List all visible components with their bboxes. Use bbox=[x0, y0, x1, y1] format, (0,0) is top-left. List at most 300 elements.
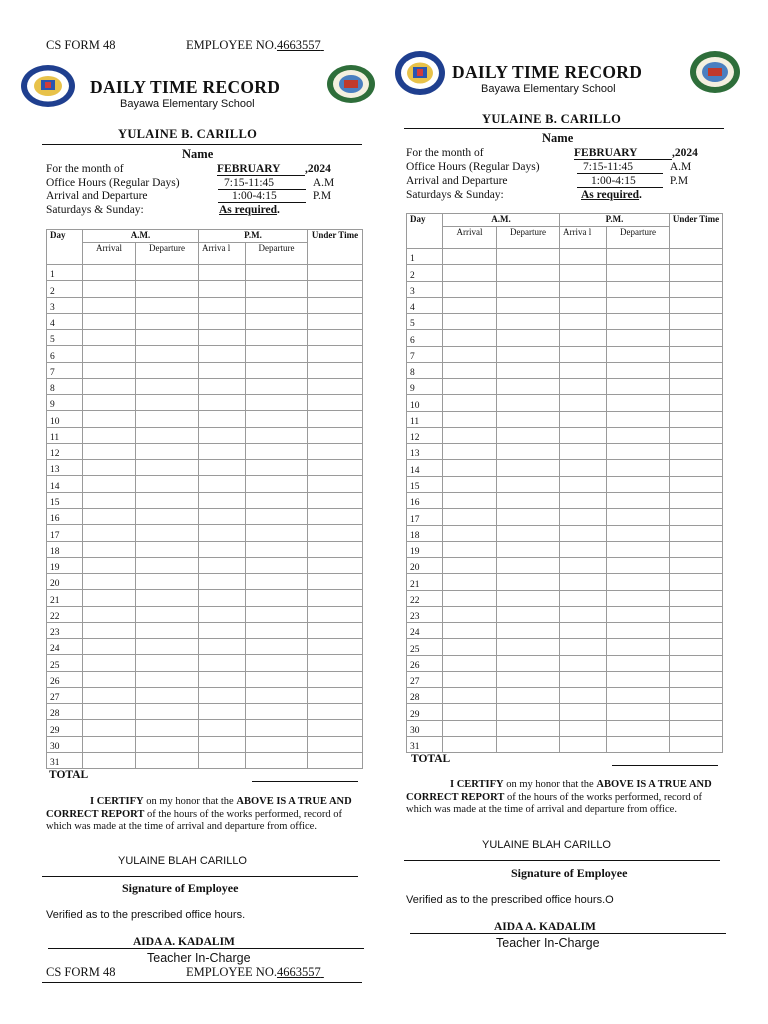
pm-arrival-cell[interactable] bbox=[560, 395, 607, 411]
pm-arrival-cell[interactable] bbox=[560, 265, 607, 281]
pm-departure-cell[interactable] bbox=[246, 720, 308, 736]
pm-arrival-cell[interactable] bbox=[560, 297, 607, 313]
am-arrival-cell[interactable] bbox=[83, 378, 136, 394]
am-departure-cell[interactable] bbox=[136, 313, 199, 329]
pm-departure-cell[interactable] bbox=[246, 752, 308, 768]
under-time-cell[interactable] bbox=[308, 476, 363, 492]
pm-departure-cell[interactable] bbox=[246, 427, 308, 443]
am-departure-cell[interactable] bbox=[136, 378, 199, 394]
pm-departure-cell[interactable] bbox=[246, 655, 308, 671]
under-time-cell[interactable] bbox=[670, 606, 723, 622]
under-time-cell[interactable] bbox=[670, 639, 723, 655]
am-departure-cell[interactable] bbox=[136, 476, 199, 492]
pm-arrival-cell[interactable] bbox=[199, 411, 246, 427]
pm-arrival-cell[interactable] bbox=[199, 281, 246, 297]
am-arrival-cell[interactable] bbox=[83, 639, 136, 655]
am-arrival-cell[interactable] bbox=[83, 557, 136, 573]
pm-arrival-cell[interactable] bbox=[199, 557, 246, 573]
am-departure-cell[interactable] bbox=[497, 623, 560, 639]
pm-arrival-cell[interactable] bbox=[560, 704, 607, 720]
am-arrival-cell[interactable] bbox=[83, 297, 136, 313]
pm-departure-cell[interactable] bbox=[246, 362, 308, 378]
am-departure-cell[interactable] bbox=[497, 379, 560, 395]
pm-departure-cell[interactable] bbox=[246, 346, 308, 362]
pm-departure-cell[interactable] bbox=[607, 574, 670, 590]
pm-arrival-cell[interactable] bbox=[199, 525, 246, 541]
am-departure-cell[interactable] bbox=[136, 590, 199, 606]
under-time-cell[interactable] bbox=[670, 574, 723, 590]
under-time-cell[interactable] bbox=[308, 281, 363, 297]
pm-departure-cell[interactable] bbox=[607, 444, 670, 460]
am-arrival-cell[interactable] bbox=[443, 720, 497, 736]
am-arrival-cell[interactable] bbox=[443, 590, 497, 606]
am-arrival-cell[interactable] bbox=[443, 346, 497, 362]
am-departure-cell[interactable] bbox=[497, 736, 560, 752]
am-arrival-cell[interactable] bbox=[83, 443, 136, 459]
am-departure-cell[interactable] bbox=[497, 476, 560, 492]
pm-departure-cell[interactable] bbox=[607, 671, 670, 687]
pm-arrival-cell[interactable] bbox=[560, 590, 607, 606]
under-time-cell[interactable] bbox=[670, 297, 723, 313]
pm-departure-cell[interactable] bbox=[246, 704, 308, 720]
under-time-cell[interactable] bbox=[670, 427, 723, 443]
pm-departure-cell[interactable] bbox=[607, 558, 670, 574]
pm-arrival-cell[interactable] bbox=[560, 655, 607, 671]
am-arrival-cell[interactable] bbox=[443, 509, 497, 525]
pm-arrival-cell[interactable] bbox=[199, 622, 246, 638]
pm-arrival-cell[interactable] bbox=[199, 330, 246, 346]
pm-arrival-cell[interactable] bbox=[560, 281, 607, 297]
under-time-cell[interactable] bbox=[308, 395, 363, 411]
am-arrival-cell[interactable] bbox=[443, 606, 497, 622]
am-departure-cell[interactable] bbox=[136, 297, 199, 313]
am-arrival-cell[interactable] bbox=[443, 558, 497, 574]
pm-arrival-cell[interactable] bbox=[560, 688, 607, 704]
pm-arrival-cell[interactable] bbox=[560, 314, 607, 330]
pm-departure-cell[interactable] bbox=[246, 557, 308, 573]
pm-arrival-cell[interactable] bbox=[560, 623, 607, 639]
am-arrival-cell[interactable] bbox=[443, 541, 497, 557]
am-departure-cell[interactable] bbox=[136, 574, 199, 590]
am-arrival-cell[interactable] bbox=[83, 508, 136, 524]
am-departure-cell[interactable] bbox=[136, 492, 199, 508]
under-time-cell[interactable] bbox=[670, 736, 723, 752]
pm-arrival-cell[interactable] bbox=[560, 444, 607, 460]
pm-arrival-cell[interactable] bbox=[199, 606, 246, 622]
pm-departure-cell[interactable] bbox=[607, 411, 670, 427]
am-departure-cell[interactable] bbox=[497, 671, 560, 687]
am-arrival-cell[interactable] bbox=[83, 704, 136, 720]
pm-departure-cell[interactable] bbox=[607, 362, 670, 378]
under-time-cell[interactable] bbox=[670, 720, 723, 736]
am-departure-cell[interactable] bbox=[497, 265, 560, 281]
under-time-cell[interactable] bbox=[670, 671, 723, 687]
pm-departure-cell[interactable] bbox=[246, 687, 308, 703]
pm-departure-cell[interactable] bbox=[607, 249, 670, 265]
under-time-cell[interactable] bbox=[308, 313, 363, 329]
pm-departure-cell[interactable] bbox=[607, 297, 670, 313]
pm-departure-cell[interactable] bbox=[246, 606, 308, 622]
pm-arrival-cell[interactable] bbox=[199, 687, 246, 703]
pm-departure-cell[interactable] bbox=[246, 378, 308, 394]
am-departure-cell[interactable] bbox=[497, 460, 560, 476]
am-arrival-cell[interactable] bbox=[83, 622, 136, 638]
am-arrival-cell[interactable] bbox=[443, 330, 497, 346]
pm-departure-cell[interactable] bbox=[607, 688, 670, 704]
am-departure-cell[interactable] bbox=[136, 752, 199, 768]
am-departure-cell[interactable] bbox=[497, 281, 560, 297]
under-time-cell[interactable] bbox=[670, 704, 723, 720]
under-time-cell[interactable] bbox=[308, 443, 363, 459]
am-arrival-cell[interactable] bbox=[83, 752, 136, 768]
under-time-cell[interactable] bbox=[308, 655, 363, 671]
am-arrival-cell[interactable] bbox=[83, 313, 136, 329]
pm-departure-cell[interactable] bbox=[607, 525, 670, 541]
am-departure-cell[interactable] bbox=[136, 639, 199, 655]
under-time-cell[interactable] bbox=[308, 378, 363, 394]
under-time-cell[interactable] bbox=[670, 265, 723, 281]
am-arrival-cell[interactable] bbox=[443, 297, 497, 313]
am-departure-cell[interactable] bbox=[136, 362, 199, 378]
am-departure-cell[interactable] bbox=[497, 427, 560, 443]
under-time-cell[interactable] bbox=[308, 574, 363, 590]
am-departure-cell[interactable] bbox=[136, 281, 199, 297]
pm-arrival-cell[interactable] bbox=[199, 460, 246, 476]
under-time-cell[interactable] bbox=[670, 492, 723, 508]
under-time-cell[interactable] bbox=[308, 671, 363, 687]
pm-arrival-cell[interactable] bbox=[560, 427, 607, 443]
under-time-cell[interactable] bbox=[308, 362, 363, 378]
am-departure-cell[interactable] bbox=[136, 265, 199, 281]
under-time-cell[interactable] bbox=[670, 314, 723, 330]
pm-departure-cell[interactable] bbox=[607, 704, 670, 720]
under-time-cell[interactable] bbox=[308, 704, 363, 720]
pm-arrival-cell[interactable] bbox=[199, 476, 246, 492]
under-time-cell[interactable] bbox=[308, 297, 363, 313]
am-arrival-cell[interactable] bbox=[83, 736, 136, 752]
pm-arrival-cell[interactable] bbox=[199, 427, 246, 443]
am-arrival-cell[interactable] bbox=[443, 281, 497, 297]
am-departure-cell[interactable] bbox=[136, 443, 199, 459]
pm-departure-cell[interactable] bbox=[607, 476, 670, 492]
under-time-cell[interactable] bbox=[308, 411, 363, 427]
pm-departure-cell[interactable] bbox=[246, 313, 308, 329]
am-arrival-cell[interactable] bbox=[83, 541, 136, 557]
under-time-cell[interactable] bbox=[308, 590, 363, 606]
am-arrival-cell[interactable] bbox=[443, 411, 497, 427]
under-time-cell[interactable] bbox=[308, 346, 363, 362]
pm-departure-cell[interactable] bbox=[607, 314, 670, 330]
pm-arrival-cell[interactable] bbox=[199, 492, 246, 508]
under-time-cell[interactable] bbox=[670, 395, 723, 411]
pm-arrival-cell[interactable] bbox=[199, 590, 246, 606]
am-departure-cell[interactable] bbox=[497, 541, 560, 557]
am-arrival-cell[interactable] bbox=[443, 362, 497, 378]
am-arrival-cell[interactable] bbox=[83, 411, 136, 427]
am-arrival-cell[interactable] bbox=[443, 460, 497, 476]
pm-departure-cell[interactable] bbox=[246, 411, 308, 427]
under-time-cell[interactable] bbox=[308, 606, 363, 622]
pm-arrival-cell[interactable] bbox=[560, 541, 607, 557]
am-arrival-cell[interactable] bbox=[83, 574, 136, 590]
pm-departure-cell[interactable] bbox=[607, 281, 670, 297]
pm-departure-cell[interactable] bbox=[246, 541, 308, 557]
am-departure-cell[interactable] bbox=[497, 395, 560, 411]
pm-arrival-cell[interactable] bbox=[199, 574, 246, 590]
am-arrival-cell[interactable] bbox=[443, 525, 497, 541]
am-departure-cell[interactable] bbox=[497, 249, 560, 265]
am-departure-cell[interactable] bbox=[136, 508, 199, 524]
am-departure-cell[interactable] bbox=[497, 314, 560, 330]
pm-arrival-cell[interactable] bbox=[199, 671, 246, 687]
under-time-cell[interactable] bbox=[308, 460, 363, 476]
pm-departure-cell[interactable] bbox=[246, 736, 308, 752]
am-arrival-cell[interactable] bbox=[83, 330, 136, 346]
under-time-cell[interactable] bbox=[308, 330, 363, 346]
pm-departure-cell[interactable] bbox=[246, 443, 308, 459]
pm-arrival-cell[interactable] bbox=[199, 655, 246, 671]
pm-departure-cell[interactable] bbox=[607, 720, 670, 736]
pm-arrival-cell[interactable] bbox=[560, 606, 607, 622]
pm-arrival-cell[interactable] bbox=[560, 379, 607, 395]
am-departure-cell[interactable] bbox=[136, 687, 199, 703]
pm-arrival-cell[interactable] bbox=[199, 508, 246, 524]
under-time-cell[interactable] bbox=[308, 736, 363, 752]
am-departure-cell[interactable] bbox=[136, 704, 199, 720]
am-arrival-cell[interactable] bbox=[443, 736, 497, 752]
am-departure-cell[interactable] bbox=[136, 411, 199, 427]
pm-departure-cell[interactable] bbox=[246, 508, 308, 524]
am-departure-cell[interactable] bbox=[497, 492, 560, 508]
am-departure-cell[interactable] bbox=[497, 720, 560, 736]
pm-arrival-cell[interactable] bbox=[560, 736, 607, 752]
pm-arrival-cell[interactable] bbox=[199, 752, 246, 768]
under-time-cell[interactable] bbox=[670, 509, 723, 525]
am-departure-cell[interactable] bbox=[136, 460, 199, 476]
am-departure-cell[interactable] bbox=[497, 639, 560, 655]
am-arrival-cell[interactable] bbox=[83, 427, 136, 443]
am-departure-cell[interactable] bbox=[497, 444, 560, 460]
pm-arrival-cell[interactable] bbox=[560, 476, 607, 492]
pm-arrival-cell[interactable] bbox=[199, 541, 246, 557]
under-time-cell[interactable] bbox=[308, 265, 363, 281]
under-time-cell[interactable] bbox=[308, 622, 363, 638]
am-departure-cell[interactable] bbox=[497, 688, 560, 704]
under-time-cell[interactable] bbox=[308, 720, 363, 736]
pm-arrival-cell[interactable] bbox=[199, 704, 246, 720]
under-time-cell[interactable] bbox=[308, 525, 363, 541]
under-time-cell[interactable] bbox=[670, 476, 723, 492]
am-departure-cell[interactable] bbox=[497, 704, 560, 720]
pm-departure-cell[interactable] bbox=[246, 590, 308, 606]
am-arrival-cell[interactable] bbox=[443, 395, 497, 411]
am-departure-cell[interactable] bbox=[497, 525, 560, 541]
pm-arrival-cell[interactable] bbox=[560, 249, 607, 265]
pm-arrival-cell[interactable] bbox=[560, 720, 607, 736]
am-departure-cell[interactable] bbox=[136, 346, 199, 362]
under-time-cell[interactable] bbox=[670, 525, 723, 541]
am-departure-cell[interactable] bbox=[497, 590, 560, 606]
pm-arrival-cell[interactable] bbox=[199, 265, 246, 281]
am-departure-cell[interactable] bbox=[136, 736, 199, 752]
pm-departure-cell[interactable] bbox=[607, 541, 670, 557]
pm-arrival-cell[interactable] bbox=[560, 525, 607, 541]
am-arrival-cell[interactable] bbox=[83, 525, 136, 541]
under-time-cell[interactable] bbox=[670, 249, 723, 265]
pm-departure-cell[interactable] bbox=[246, 460, 308, 476]
am-arrival-cell[interactable] bbox=[443, 574, 497, 590]
pm-arrival-cell[interactable] bbox=[560, 460, 607, 476]
am-departure-cell[interactable] bbox=[136, 330, 199, 346]
pm-departure-cell[interactable] bbox=[607, 655, 670, 671]
am-arrival-cell[interactable] bbox=[83, 606, 136, 622]
am-arrival-cell[interactable] bbox=[443, 671, 497, 687]
am-departure-cell[interactable] bbox=[497, 606, 560, 622]
am-arrival-cell[interactable] bbox=[443, 688, 497, 704]
pm-departure-cell[interactable] bbox=[246, 395, 308, 411]
pm-arrival-cell[interactable] bbox=[199, 639, 246, 655]
am-arrival-cell[interactable] bbox=[83, 720, 136, 736]
pm-arrival-cell[interactable] bbox=[560, 362, 607, 378]
am-departure-cell[interactable] bbox=[497, 411, 560, 427]
am-arrival-cell[interactable] bbox=[443, 249, 497, 265]
am-departure-cell[interactable] bbox=[497, 297, 560, 313]
under-time-cell[interactable] bbox=[670, 460, 723, 476]
pm-departure-cell[interactable] bbox=[246, 281, 308, 297]
pm-arrival-cell[interactable] bbox=[560, 411, 607, 427]
pm-departure-cell[interactable] bbox=[246, 476, 308, 492]
am-arrival-cell[interactable] bbox=[83, 476, 136, 492]
am-arrival-cell[interactable] bbox=[83, 590, 136, 606]
am-arrival-cell[interactable] bbox=[443, 314, 497, 330]
am-arrival-cell[interactable] bbox=[83, 492, 136, 508]
am-departure-cell[interactable] bbox=[136, 427, 199, 443]
pm-departure-cell[interactable] bbox=[246, 574, 308, 590]
pm-arrival-cell[interactable] bbox=[199, 346, 246, 362]
pm-departure-cell[interactable] bbox=[246, 622, 308, 638]
am-arrival-cell[interactable] bbox=[83, 671, 136, 687]
am-arrival-cell[interactable] bbox=[83, 395, 136, 411]
pm-arrival-cell[interactable] bbox=[560, 671, 607, 687]
pm-arrival-cell[interactable] bbox=[199, 378, 246, 394]
am-departure-cell[interactable] bbox=[497, 509, 560, 525]
am-arrival-cell[interactable] bbox=[443, 623, 497, 639]
pm-arrival-cell[interactable] bbox=[560, 639, 607, 655]
am-arrival-cell[interactable] bbox=[83, 460, 136, 476]
under-time-cell[interactable] bbox=[670, 623, 723, 639]
pm-departure-cell[interactable] bbox=[246, 297, 308, 313]
under-time-cell[interactable] bbox=[308, 508, 363, 524]
pm-departure-cell[interactable] bbox=[607, 736, 670, 752]
am-departure-cell[interactable] bbox=[136, 557, 199, 573]
pm-departure-cell[interactable] bbox=[607, 460, 670, 476]
pm-departure-cell[interactable] bbox=[607, 639, 670, 655]
pm-arrival-cell[interactable] bbox=[199, 720, 246, 736]
am-departure-cell[interactable] bbox=[136, 622, 199, 638]
pm-arrival-cell[interactable] bbox=[199, 395, 246, 411]
am-arrival-cell[interactable] bbox=[83, 281, 136, 297]
am-arrival-cell[interactable] bbox=[83, 265, 136, 281]
am-arrival-cell[interactable] bbox=[83, 655, 136, 671]
am-departure-cell[interactable] bbox=[497, 330, 560, 346]
am-arrival-cell[interactable] bbox=[443, 704, 497, 720]
am-departure-cell[interactable] bbox=[497, 558, 560, 574]
under-time-cell[interactable] bbox=[670, 655, 723, 671]
under-time-cell[interactable] bbox=[308, 492, 363, 508]
am-arrival-cell[interactable] bbox=[443, 639, 497, 655]
pm-arrival-cell[interactable] bbox=[560, 492, 607, 508]
under-time-cell[interactable] bbox=[670, 346, 723, 362]
am-arrival-cell[interactable] bbox=[83, 362, 136, 378]
am-arrival-cell[interactable] bbox=[443, 444, 497, 460]
am-arrival-cell[interactable] bbox=[443, 265, 497, 281]
under-time-cell[interactable] bbox=[670, 379, 723, 395]
pm-departure-cell[interactable] bbox=[607, 590, 670, 606]
am-departure-cell[interactable] bbox=[136, 606, 199, 622]
under-time-cell[interactable] bbox=[670, 444, 723, 460]
am-arrival-cell[interactable] bbox=[443, 492, 497, 508]
under-time-cell[interactable] bbox=[308, 639, 363, 655]
pm-departure-cell[interactable] bbox=[607, 395, 670, 411]
pm-arrival-cell[interactable] bbox=[560, 558, 607, 574]
pm-departure-cell[interactable] bbox=[607, 606, 670, 622]
under-time-cell[interactable] bbox=[670, 688, 723, 704]
pm-departure-cell[interactable] bbox=[607, 427, 670, 443]
am-departure-cell[interactable] bbox=[136, 541, 199, 557]
under-time-cell[interactable] bbox=[308, 687, 363, 703]
am-arrival-cell[interactable] bbox=[443, 379, 497, 395]
pm-departure-cell[interactable] bbox=[607, 623, 670, 639]
am-departure-cell[interactable] bbox=[136, 720, 199, 736]
am-departure-cell[interactable] bbox=[497, 362, 560, 378]
am-departure-cell[interactable] bbox=[136, 671, 199, 687]
under-time-cell[interactable] bbox=[670, 330, 723, 346]
under-time-cell[interactable] bbox=[670, 541, 723, 557]
pm-departure-cell[interactable] bbox=[607, 330, 670, 346]
pm-arrival-cell[interactable] bbox=[199, 313, 246, 329]
under-time-cell[interactable] bbox=[670, 362, 723, 378]
pm-departure-cell[interactable] bbox=[607, 379, 670, 395]
pm-arrival-cell[interactable] bbox=[560, 509, 607, 525]
pm-departure-cell[interactable] bbox=[607, 509, 670, 525]
am-arrival-cell[interactable] bbox=[443, 655, 497, 671]
pm-departure-cell[interactable] bbox=[246, 330, 308, 346]
under-time-cell[interactable] bbox=[670, 411, 723, 427]
pm-departure-cell[interactable] bbox=[607, 346, 670, 362]
am-departure-cell[interactable] bbox=[136, 655, 199, 671]
under-time-cell[interactable] bbox=[670, 281, 723, 297]
pm-departure-cell[interactable] bbox=[246, 671, 308, 687]
under-time-cell[interactable] bbox=[308, 427, 363, 443]
under-time-cell[interactable] bbox=[670, 590, 723, 606]
am-departure-cell[interactable] bbox=[497, 346, 560, 362]
pm-arrival-cell[interactable] bbox=[199, 443, 246, 459]
pm-departure-cell[interactable] bbox=[246, 265, 308, 281]
am-arrival-cell[interactable] bbox=[83, 346, 136, 362]
pm-arrival-cell[interactable] bbox=[199, 362, 246, 378]
am-arrival-cell[interactable] bbox=[83, 687, 136, 703]
am-departure-cell[interactable] bbox=[136, 525, 199, 541]
pm-arrival-cell[interactable] bbox=[199, 297, 246, 313]
pm-arrival-cell[interactable] bbox=[560, 330, 607, 346]
pm-departure-cell[interactable] bbox=[607, 492, 670, 508]
pm-departure-cell[interactable] bbox=[607, 265, 670, 281]
am-arrival-cell[interactable] bbox=[443, 427, 497, 443]
pm-arrival-cell[interactable] bbox=[560, 574, 607, 590]
pm-departure-cell[interactable] bbox=[246, 525, 308, 541]
am-departure-cell[interactable] bbox=[497, 574, 560, 590]
under-time-cell[interactable] bbox=[308, 541, 363, 557]
